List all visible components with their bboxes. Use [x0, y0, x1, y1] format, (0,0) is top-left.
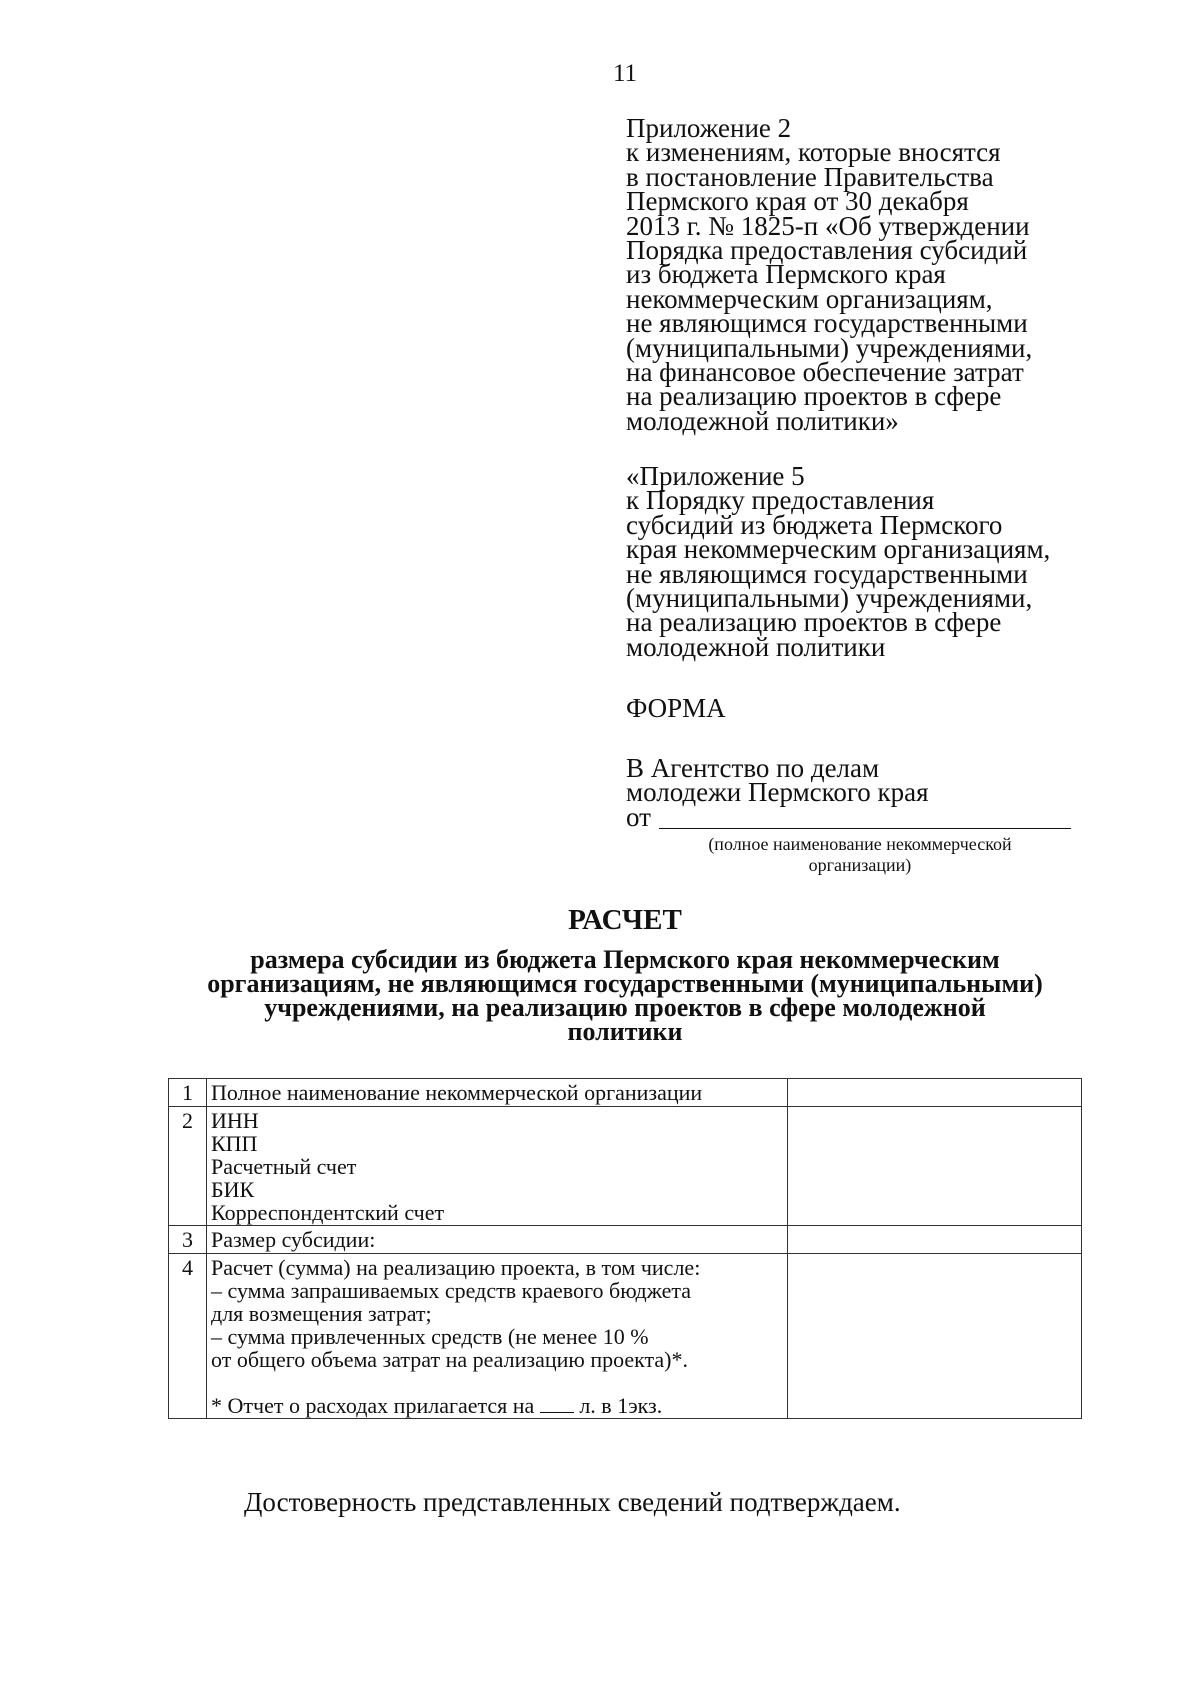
from-line	[626, 801, 1071, 832]
row-line: Корреспондентский счет	[211, 1200, 445, 1225]
row-number: 2	[169, 1107, 207, 1226]
subtitle-line: учреждениями, на реализацию проектов в сфере молодежной	[264, 993, 986, 1022]
sheet-count-blank	[540, 1394, 574, 1413]
recipient-block	[626, 753, 1071, 832]
annex-line: Пермского края от 30 декабря	[626, 186, 969, 217]
row-number: 3	[169, 1226, 207, 1254]
table-row	[169, 1254, 1082, 1419]
annex-line: 2013 г. № 1825-п «Об утверждении	[626, 210, 1030, 241]
row-value-cell	[788, 1107, 1082, 1226]
row-description	[207, 1254, 788, 1419]
footnote-prefix: * Отчет о расходах прилагается на	[211, 1393, 535, 1418]
row-spacer	[211, 1371, 783, 1394]
row-line: БИК	[211, 1177, 255, 1202]
recipient-line: В Агентство по делам	[626, 753, 880, 783]
hint-line: организации)	[808, 855, 912, 875]
row-line: для возмещения затрат;	[211, 1301, 432, 1326]
row-line: от общего объема затрат на реализацию проекта)*.	[211, 1347, 688, 1372]
recipient-hint	[660, 834, 1060, 876]
row-line: ИНН	[211, 1108, 259, 1133]
annex-line: молодежной политики»	[626, 405, 899, 436]
footnote	[211, 1394, 783, 1417]
document-subtitle	[150, 945, 1100, 1046]
table-row	[169, 1226, 1082, 1254]
annex-line: края некоммерческим организациям,	[626, 534, 1051, 565]
annex-line: не являющимся государственными	[626, 308, 1028, 339]
subtitle-line: размера субсидии из бюджета Пермского края некоммерческим	[250, 945, 1000, 974]
annex-line: в постановление Правительства	[626, 161, 994, 192]
row-line: Размер субсидии:	[211, 1227, 376, 1252]
annex-line: к изменениям, которые вносятся	[626, 137, 1001, 168]
row-line: Расчет (сумма) на реализацию проекта, в том числе:	[211, 1255, 701, 1280]
row-description	[207, 1079, 788, 1107]
row-line: Полное наименование некоммерческой организации	[211, 1080, 703, 1105]
subtitle-line: политики	[567, 1017, 683, 1046]
table-row	[169, 1107, 1082, 1226]
form-label: ФОРМА	[626, 693, 726, 723]
row-number: 4	[169, 1254, 207, 1419]
subtitle-line: организациям, не являющимся государственными (муниципальными)	[207, 969, 1043, 998]
page-number: 11	[612, 60, 638, 87]
row-description	[207, 1226, 788, 1254]
annex-line: некоммерческим организациям,	[626, 283, 993, 314]
annex-line: Приложение 2	[626, 113, 792, 143]
annex-line: молодежной политики	[626, 631, 886, 662]
row-value-cell	[788, 1254, 1082, 1419]
annex-5-header	[626, 461, 1051, 662]
annex-line: (муниципальными) учреждениями,	[626, 583, 1033, 614]
organization-name-blank	[659, 808, 1071, 829]
annex-line: из бюджета Пермского края	[626, 259, 946, 290]
annex-line: субсидий из бюджета Пермского	[626, 509, 1003, 540]
table-row	[169, 1079, 1082, 1107]
annex-line: на реализацию проектов в сфере	[626, 607, 1002, 638]
from-label: от	[626, 801, 651, 832]
row-description	[207, 1107, 788, 1226]
row-line: – сумма запрашиваемых средств краевого бюджета	[211, 1278, 692, 1303]
row-line: – сумма привлеченных средств (не менее 10 %	[211, 1324, 649, 1349]
row-line: КПП	[211, 1131, 258, 1156]
annex-line: не являющимся государственными	[626, 558, 1028, 589]
row-line: Расчетный счет	[211, 1154, 357, 1179]
row-value-cell	[788, 1226, 1082, 1254]
annex-line: к Порядку предоставления	[626, 485, 935, 516]
hint-line: (полное наименование некоммерческой	[708, 834, 1012, 854]
row-number: 1	[169, 1079, 207, 1107]
subsidy-form-table	[168, 1078, 1082, 1419]
annex-line: на реализацию проектов в сфере	[626, 381, 1002, 412]
recipient-line: молодежи Пермского края	[626, 777, 929, 808]
footnote-suffix: л. в 1экз.	[579, 1393, 663, 1418]
annex-line: Порядка предоставления субсидий	[626, 235, 1028, 266]
row-value-cell	[788, 1079, 1082, 1107]
annex-line: на финансовое обеспечение затрат	[626, 357, 1024, 388]
annex-2-header	[626, 113, 1033, 436]
annex-line: «Приложение 5	[626, 461, 805, 491]
annex-line: (муниципальными) учреждениями,	[626, 332, 1033, 363]
confirmation-statement: Достоверность представленных сведений подтверждаем.	[244, 1487, 901, 1517]
document-title: РАСЧЕТ	[568, 904, 682, 936]
